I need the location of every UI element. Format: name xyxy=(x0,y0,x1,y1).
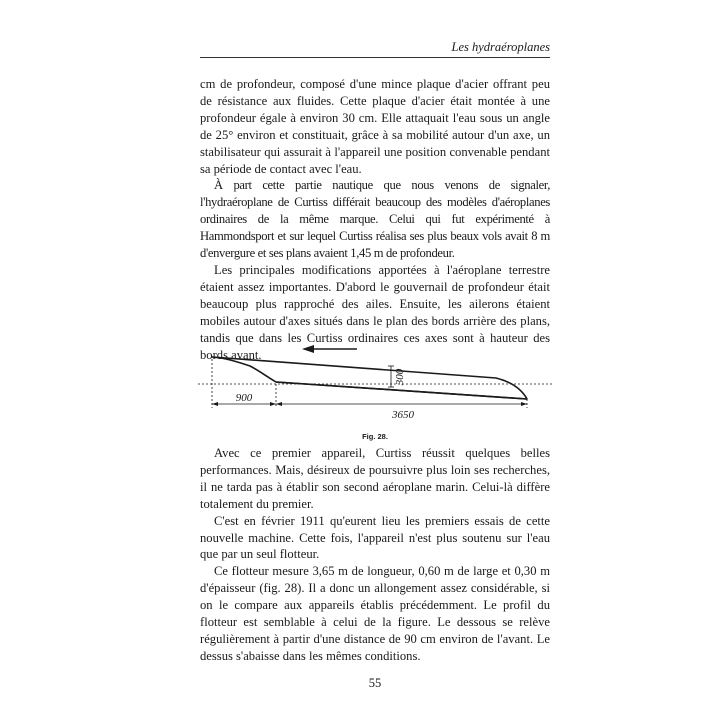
length-dimension xyxy=(212,359,527,408)
paragraph: Les principales modifications apportées à l'aéroplane terrestre étaient assez importantes. D'abord le gouvernail de profondeur était beaucoup plus rapproché des ailes. Ensuite, les ailerons étaient mobiles autour d'axes situés dans le plan des bords arrière des plans, tandis que dans les Curtiss ordinaires ces axes sont à hauteur des bords avant. xyxy=(200,262,550,362)
float-outline xyxy=(212,357,527,399)
float-profile-figure xyxy=(198,344,554,420)
figure-caption: Fig. 28. xyxy=(362,432,388,441)
text-block-bottom xyxy=(200,445,550,665)
dim-length-label: 3650 xyxy=(392,409,414,420)
dim-height-label: 300 xyxy=(394,368,406,386)
paragraph: À part cette partie nautique que nous venons de signaler, l'hydraéroplane de Curtiss différait beaucoup des modèles d'aéroplanes ordinaires de la même marque. Celui qui fut expérimenté à Hammondsport et sur lequel Curtiss réalisa ses plus beaux vols avait 8 m d'envergure et ses plans avaient 1,45 m de profondeur. xyxy=(200,178,550,261)
text-block-top xyxy=(200,76,550,363)
float-profile-drawing xyxy=(198,344,554,420)
paragraph: Avec ce premier appareil, Curtiss réussit quelques belles performances. Mais, désireux de poursuivre plus loin ses recherches, il ne tarda pas à établir son second aéroplane marin. Celui-là diffère totalement du premier. xyxy=(200,446,550,511)
paragraph: cm de profondeur, composé d'une mince plaque d'acier offrant peu de résistance aux fluides. Cette plaque d'acier était montée à une profondeur égale à environ 30 cm. Elle attaquait l'eau sous un angle de 25° environ et constituait, grâce à sa mobilité autour d'un axe, un stabilisateur qui assurait à l'appareil une position convenable pendant sa période de contact avec l'eau. xyxy=(200,77,550,176)
header-rule xyxy=(200,57,550,58)
paragraph: Ce flotteur mesure 3,65 m de longueur, 0,60 m de large et 0,30 m d'épaisseur (fig. 28). Il a donc un allongement assez considérable, si on le compare aux appareils établis précédemment. Le profil du flotteur est semblable à celui de la figure. Le dessous se relève régulièrement à partir d'une distance de 90 cm environ de l'avant. Le dessus s'abaisse dans les mêmes conditions. xyxy=(200,564,550,663)
dim-front-label: 900 xyxy=(235,392,253,404)
page-number: 55 xyxy=(368,676,382,690)
running-title: Les hydraéroplanes xyxy=(451,40,550,54)
paragraph: C'est en février 1911 qu'eurent lieu les premiers essais de cette nouvelle machine. Cette fois, l'appareil n'est plus soutenu sur l'eau que par un seul flotteur. xyxy=(200,513,550,562)
direction-arrow xyxy=(302,345,357,353)
